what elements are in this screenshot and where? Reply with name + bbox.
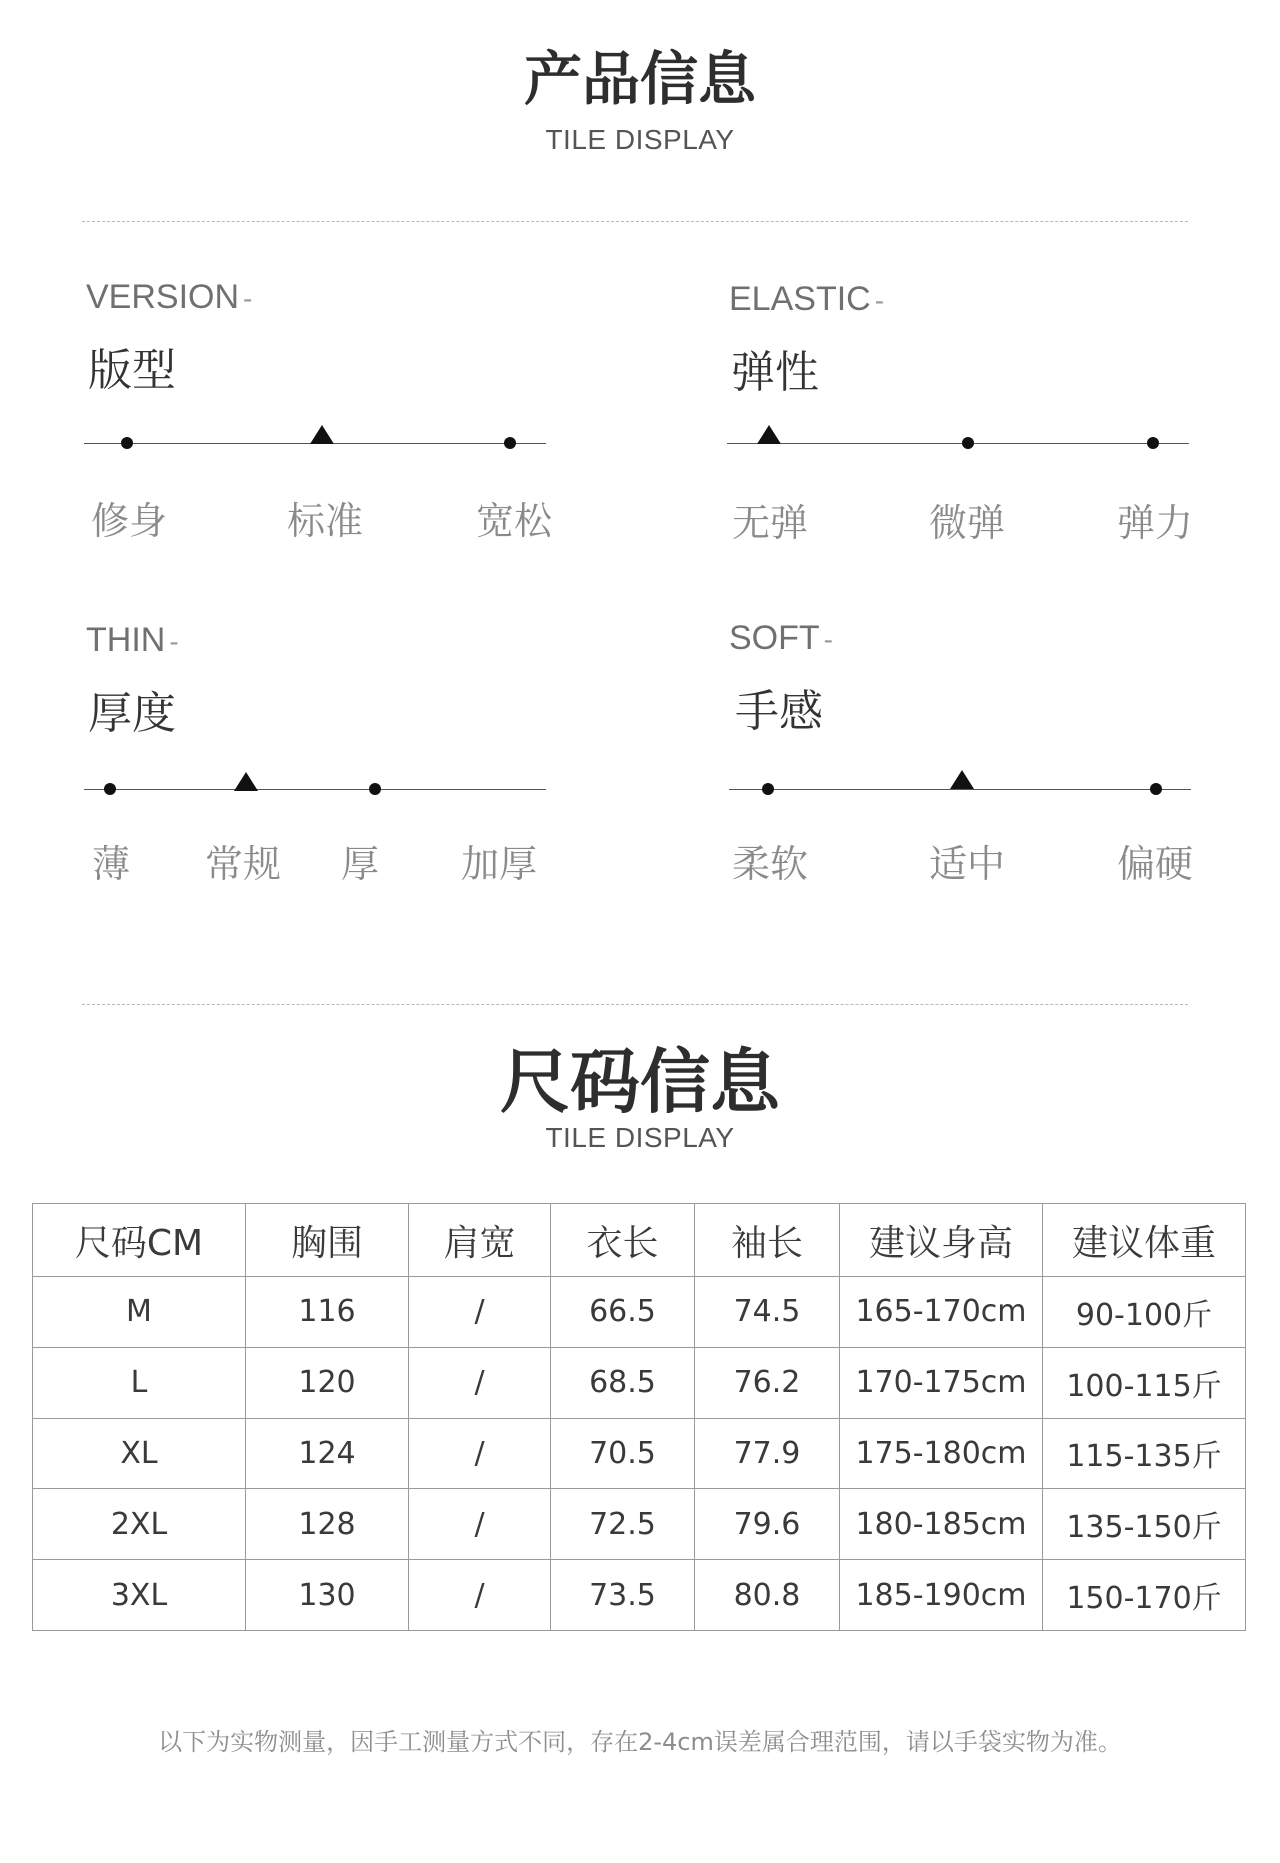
- table-cell: 115-135斤: [1043, 1418, 1246, 1489]
- scale-dot: [104, 783, 116, 795]
- scale-label-selected: 适中: [928, 842, 1006, 886]
- column-header: 胸围: [246, 1204, 409, 1277]
- selected-marker-triangle: [234, 772, 258, 791]
- scale-label: 薄: [91, 842, 131, 886]
- attribute-elastic: [727, 280, 1197, 545]
- attribute-en-label: VERSION -: [86, 278, 253, 316]
- scale-dot: [369, 783, 381, 795]
- column-header: 建议身高: [840, 1204, 1043, 1277]
- column-header: 袖长: [695, 1204, 840, 1277]
- table-cell: /: [409, 1489, 551, 1560]
- table-cell: 180-185cm: [840, 1489, 1043, 1560]
- table-cell: 77.9: [695, 1418, 840, 1489]
- scale-line: [84, 789, 546, 790]
- table-cell: 68.5: [551, 1347, 695, 1418]
- table-cell: 66.5: [551, 1277, 695, 1348]
- selected-marker-triangle: [310, 425, 334, 444]
- size-table: [32, 1203, 1246, 1631]
- scale-dot: [962, 437, 974, 449]
- scale-label: 厚: [340, 842, 380, 886]
- column-header: 尺码CM: [33, 1204, 246, 1277]
- scale-label: 柔软: [731, 842, 809, 886]
- table-cell: 80.8: [695, 1560, 840, 1631]
- measurement-note: 以下为实物测量，因手工测量方式不同，存在2-4cm误差属合理范围，请以手袋实物为准。: [158, 1728, 1122, 1756]
- attribute-soft: [727, 619, 1197, 886]
- size-info-title: 尺码信息: [500, 1041, 780, 1123]
- table-row: [33, 1418, 1246, 1489]
- scale-label: 偏硬: [1116, 842, 1194, 886]
- table-cell: 185-190cm: [840, 1560, 1043, 1631]
- table-cell: 72.5: [551, 1489, 695, 1560]
- table-cell: 76.2: [695, 1347, 840, 1418]
- table-row: [33, 1277, 1246, 1348]
- table-row: [33, 1489, 1246, 1560]
- product-info-subtitle: TILE DISPLAY: [545, 124, 735, 155]
- table-cell: 165-170cm: [840, 1277, 1043, 1348]
- attribute-en-label: THIN -: [86, 621, 179, 659]
- scale-label: 微弹: [928, 501, 1006, 545]
- scale-dot: [121, 437, 133, 449]
- attribute-zh-label: 版型: [88, 345, 176, 396]
- table-cell: 100-115斤: [1043, 1347, 1246, 1418]
- selected-marker-triangle: [950, 770, 974, 789]
- attribute-zh-label: 厚度: [88, 688, 176, 739]
- table-cell: /: [409, 1418, 551, 1489]
- table-header-row: [33, 1204, 1246, 1277]
- table-cell: 70.5: [551, 1418, 695, 1489]
- column-header: 建议体重: [1043, 1204, 1246, 1277]
- selected-marker-triangle: [757, 425, 781, 444]
- table-cell: XL: [33, 1418, 246, 1489]
- table-cell: 2XL: [33, 1489, 246, 1560]
- scale-label-selected: 标准: [286, 499, 364, 543]
- table-cell: 116: [246, 1277, 409, 1348]
- table-cell: 120: [246, 1347, 409, 1418]
- product-info-title: 产品信息: [523, 45, 756, 113]
- table-cell: 128: [246, 1489, 409, 1560]
- scale-label: 加厚: [460, 842, 538, 886]
- divider-middle: [82, 1004, 1188, 1005]
- table-cell: 170-175cm: [840, 1347, 1043, 1418]
- table-row: [33, 1347, 1246, 1418]
- scale-label-selected: 无弹: [731, 501, 809, 545]
- scale-dot: [504, 437, 516, 449]
- size-info-subtitle: TILE DISPLAY: [545, 1122, 735, 1153]
- scale-label: 修身: [90, 499, 168, 543]
- table-cell: 90-100斤: [1043, 1277, 1246, 1348]
- scale-line: [727, 443, 1189, 444]
- table-cell: 3XL: [33, 1560, 246, 1631]
- scale-dot: [1150, 783, 1162, 795]
- attribute-zh-label: 手感: [735, 686, 823, 737]
- table-row: [33, 1560, 1246, 1631]
- table-cell: 130: [246, 1560, 409, 1631]
- attribute-en-label: SOFT -: [729, 619, 833, 657]
- scale-line: [729, 789, 1191, 790]
- table-cell: M: [33, 1277, 246, 1348]
- column-header: 肩宽: [409, 1204, 551, 1277]
- table-cell: /: [409, 1277, 551, 1348]
- table-cell: /: [409, 1560, 551, 1631]
- scale-label: 宽松: [475, 499, 553, 543]
- scale-label-selected: 常规: [204, 842, 282, 886]
- table-cell: /: [409, 1347, 551, 1418]
- table-cell: 124: [246, 1418, 409, 1489]
- table-cell: 150-170斤: [1043, 1560, 1246, 1631]
- column-header: 衣长: [551, 1204, 695, 1277]
- divider-top: [82, 221, 1188, 222]
- table-cell: L: [33, 1347, 246, 1418]
- attribute-zh-label: 弹性: [731, 347, 819, 398]
- table-cell: 74.5: [695, 1277, 840, 1348]
- table-cell: 73.5: [551, 1560, 695, 1631]
- attribute-thin: [84, 621, 554, 886]
- scale-dot: [762, 783, 774, 795]
- table-cell: 175-180cm: [840, 1418, 1043, 1489]
- attribute-en-label: ELASTIC -: [729, 280, 885, 318]
- table-cell: 79.6: [695, 1489, 840, 1560]
- scale-dot: [1147, 437, 1159, 449]
- table-cell: 135-150斤: [1043, 1489, 1246, 1560]
- attribute-version: [84, 278, 554, 543]
- scale-label: 弹力: [1116, 501, 1194, 545]
